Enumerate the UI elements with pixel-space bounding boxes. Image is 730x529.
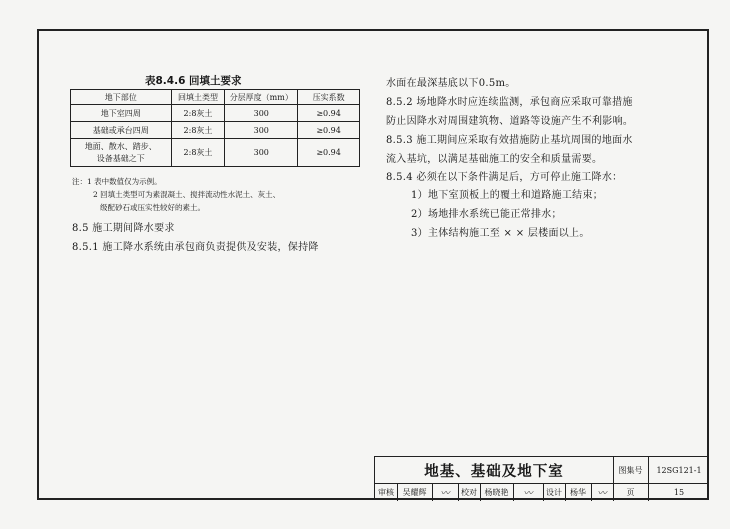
paragraph-8-5-1: 8.5.1 施工降水系统由承包商负责提供及安装，保持降 — [72, 242, 319, 253]
page-label: 页 — [626, 487, 635, 497]
checker-signature-icon: 〰 — [523, 488, 533, 499]
condition-item-1: 1）地下室顶板上的覆土和道路施工结束； — [411, 190, 604, 201]
right-line-5: 流入基坑，以满足基础施工的安全和质量需要。 — [386, 154, 603, 165]
atlas-label: 图集号 — [618, 465, 643, 475]
title-block-row-2 — [375, 483, 709, 501]
section-heading: 8.5 施工期间降水要求 — [72, 223, 175, 234]
table-cell-thickness: 300 — [225, 105, 298, 122]
table-cell-part: 地下室四周 — [71, 105, 172, 122]
checker-name: 杨晓艳 — [484, 487, 509, 497]
table-cell-part — [71, 139, 172, 167]
table-cell-thickness: 300 — [225, 139, 298, 167]
right-line-4: 8.5.3 施工期间应采取有效措施防止基坑周围的地面水 — [386, 135, 633, 146]
table-cell-part: 基础或承台四周 — [71, 122, 172, 139]
reviewer-signature-icon: 〰 — [440, 488, 450, 499]
review-label: 审核 — [378, 487, 394, 497]
right-line-6: 8.5.4 必须在以下条件满足后，方可停止施工降水： — [386, 172, 623, 183]
design-label: 设计 — [546, 487, 562, 497]
title-block — [374, 456, 709, 500]
table-cell-coef: ≥0.94 — [298, 105, 360, 122]
title-block-row-1 — [375, 457, 709, 484]
atlas-number: 12SG121-1 — [656, 465, 702, 475]
designer-signature-icon: 〰 — [597, 488, 607, 499]
reviewer-name: 吴耀辉 — [402, 487, 427, 497]
table-cell-coef: ≥0.94 — [298, 122, 360, 139]
table-cell-part-line: 设备基础之下 — [96, 153, 145, 163]
table-note-1: 注：1 表中数值仅为示例。 — [72, 177, 162, 186]
drawing-title: 地基、基础及地下室 — [424, 463, 564, 480]
right-line-3: 防止因降水对周围建筑物、道路等设施产生不利影响。 — [386, 116, 634, 127]
check-label: 校对 — [461, 487, 477, 497]
table-row — [71, 139, 360, 167]
table-note-2: 2 回填土类型可为素混凝土、搅拌流动性水泥土、灰土、 — [93, 190, 281, 199]
table-cell-type: 2:8灰土 — [171, 105, 225, 122]
right-line-2: 8.5.2 场地降水时应连续监测，承包商应采取可靠措施 — [386, 97, 633, 108]
table-header-row — [71, 90, 360, 105]
table-header-cell: 回填土类型 — [171, 90, 225, 105]
right-line-1: 水面在最深基底以下0.5m。 — [386, 78, 516, 89]
designer-name: 杨华 — [570, 487, 586, 497]
table-header-cell: 地下部位 — [71, 90, 172, 105]
table-title: 表8.4.6 回填土要求 — [145, 75, 242, 87]
page-number: 15 — [673, 487, 685, 497]
table-header-cell: 压实系数 — [298, 90, 360, 105]
condition-item-3: 3）主体结构施工至 × × 层楼面以上。 — [411, 228, 590, 239]
table-header-cell: 分层厚度（mm） — [225, 90, 298, 105]
table-cell-type: 2:8灰土 — [171, 139, 225, 167]
table-cell-type: 2:8灰土 — [171, 122, 225, 139]
table-row — [71, 122, 360, 139]
table-cell-coef: ≥0.94 — [298, 139, 360, 167]
table-cell-thickness: 300 — [225, 122, 298, 139]
backfill-table — [70, 89, 360, 167]
table-cell-part-line: 地面、散水、踏步、 — [84, 141, 157, 151]
table-row — [71, 105, 360, 122]
condition-item-2: 2）场地排水系统已能正常排水； — [411, 209, 562, 220]
table-note-3: 级配砂石或压实性较好的素土。 — [100, 203, 205, 212]
